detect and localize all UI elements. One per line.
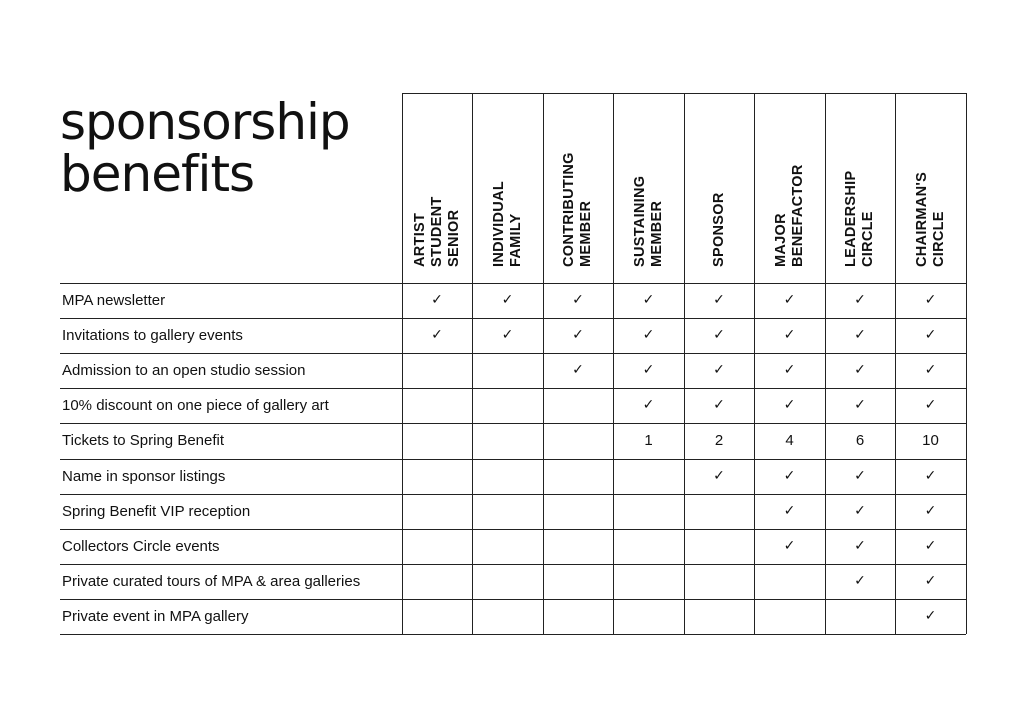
checkmark-icon: ✓ (713, 362, 725, 379)
benefit-label: MPA newsletter (62, 292, 166, 309)
checkmark-icon: ✓ (854, 502, 866, 519)
benefit-cell: 4 (785, 432, 794, 450)
checkmark-icon: ✓ (572, 327, 584, 344)
benefit-cell (684, 599, 754, 634)
benefit-cell (472, 388, 543, 423)
benefit-label: Invitations to gallery events (62, 327, 243, 345)
checkmark-icon: ✓ (924, 572, 937, 589)
benefit-cell (754, 564, 825, 599)
column-header-line: MEMBER (648, 200, 665, 267)
checkmark-icon: ✓ (854, 362, 866, 379)
checkmark-icon: ✓ (924, 362, 937, 379)
column-header (402, 93, 472, 283)
column-header-line: CIRCLE (860, 211, 876, 267)
checkmark-icon: ✓ (713, 397, 725, 414)
title-line-2: benefits (60, 145, 255, 203)
benefit-cell (825, 599, 895, 634)
checkmark-icon: ✓ (854, 327, 866, 344)
benefit-cell (543, 388, 613, 423)
benefit-cell: 1 (644, 432, 653, 450)
column-header (472, 93, 543, 283)
checkmark-icon: ✓ (924, 467, 937, 484)
benefit-cell (613, 529, 684, 564)
checkmark-icon: ✓ (924, 292, 937, 308)
benefit-cell (402, 353, 472, 388)
benefit-cell (402, 599, 472, 634)
checkmark-icon: ✓ (924, 327, 937, 344)
benefit-cell (472, 459, 543, 494)
column-header (754, 93, 825, 283)
column-header-line: CHAIRMAN'S (913, 171, 930, 267)
column-header-line: MEMBER (578, 200, 594, 267)
checkmark-icon: ✓ (854, 537, 866, 554)
benefit-cell (472, 423, 543, 458)
column-header-line: CIRCLE (930, 211, 947, 267)
benefit-cell (402, 423, 472, 458)
checkmark-icon: ✓ (924, 607, 937, 624)
benefit-cell (472, 494, 543, 529)
checkmark-icon: ✓ (501, 292, 514, 308)
benefit-label: 10% discount on one piece of gallery art (62, 397, 329, 415)
checkmark-icon: ✓ (713, 467, 725, 484)
column-header-line: SUSTAINING (631, 175, 648, 267)
checkmark-icon: ✓ (713, 327, 725, 344)
benefit-label: Name in sponsor listings (62, 467, 226, 485)
benefit-cell: 2 (714, 432, 724, 450)
column-header (684, 93, 754, 283)
checkmark-icon: ✓ (431, 292, 443, 308)
benefit-cell (543, 599, 613, 634)
column-header (613, 93, 684, 283)
benefit-cell (402, 529, 472, 564)
benefit-cell (684, 529, 754, 564)
column-header (895, 93, 966, 283)
column-header-line: INDIVIDUAL (490, 181, 507, 267)
checkmark-icon: ✓ (783, 362, 796, 379)
benefit-cell (472, 599, 543, 634)
checkmark-icon: ✓ (642, 327, 655, 344)
row-divider (60, 634, 966, 635)
checkmark-icon: ✓ (783, 502, 796, 519)
checkmark-icon: ✓ (572, 292, 584, 308)
benefit-label: Private event in MPA gallery (62, 607, 249, 625)
checkmark-icon: ✓ (501, 327, 514, 344)
column-divider (966, 93, 967, 634)
checkmark-icon: ✓ (713, 292, 725, 308)
benefit-label: Tickets to Spring Benefit (62, 432, 225, 450)
checkmark-icon: ✓ (783, 397, 796, 414)
benefit-cell: 6 (855, 432, 865, 450)
benefit-cell (613, 564, 684, 599)
benefit-label: Collectors Circle events (62, 537, 220, 555)
column-header (543, 93, 613, 283)
checkmark-icon: ✓ (642, 292, 655, 308)
benefit-cell (754, 599, 825, 634)
column-header-line: SPONSOR (710, 192, 727, 267)
checkmark-icon: ✓ (642, 362, 655, 379)
column-header-line: LEADERSHIP (843, 170, 859, 267)
benefit-cell (402, 564, 472, 599)
title-line-1: sponsorship (60, 93, 350, 151)
benefit-cell (684, 564, 754, 599)
checkmark-icon: ✓ (783, 327, 796, 344)
checkmark-icon: ✓ (854, 397, 866, 414)
checkmark-icon: ✓ (854, 467, 866, 484)
benefit-label: Private curated tours of MPA & area galleries (62, 572, 361, 590)
benefit-cell (613, 494, 684, 529)
column-header-line: FAMILY (507, 213, 524, 267)
benefit-cell (543, 423, 613, 458)
benefit-cell (684, 494, 754, 529)
checkmark-icon: ✓ (783, 467, 796, 484)
column-header-line: CONTRIBUTING (561, 152, 577, 267)
benefit-cell (402, 494, 472, 529)
checkmark-icon: ✓ (642, 397, 655, 414)
column-header-line: MAJOR (772, 213, 789, 267)
benefit-cell (543, 459, 613, 494)
benefit-cell (543, 494, 613, 529)
benefit-cell (472, 353, 543, 388)
column-header (825, 93, 895, 283)
benefit-cell: 10 (922, 432, 939, 450)
checkmark-icon: ✓ (924, 502, 937, 519)
checkmark-icon: ✓ (854, 572, 866, 589)
checkmark-icon: ✓ (783, 537, 796, 554)
benefit-cell (472, 564, 543, 599)
benefit-label: Spring Benefit VIP reception (62, 502, 251, 520)
checkmark-icon: ✓ (854, 292, 866, 308)
column-header-line: SENIOR (445, 209, 462, 267)
benefit-cell (402, 388, 472, 423)
benefit-cell (613, 599, 684, 634)
column-header-line: STUDENT (428, 196, 445, 267)
checkmark-icon: ✓ (572, 362, 584, 379)
checkmark-icon: ✓ (783, 292, 796, 308)
benefit-cell (613, 459, 684, 494)
benefit-cell (543, 529, 613, 564)
benefit-cell (402, 459, 472, 494)
checkmark-icon: ✓ (924, 397, 937, 414)
benefit-cell (543, 564, 613, 599)
benefit-label: Admission to an open studio session (62, 362, 306, 380)
checkmark-icon: ✓ (431, 327, 443, 344)
benefit-cell (472, 529, 543, 564)
column-header-line: BENEFACTOR (789, 164, 806, 267)
column-header-line: ARTIST (411, 212, 428, 267)
checkmark-icon: ✓ (924, 537, 937, 554)
page-title (60, 93, 350, 203)
